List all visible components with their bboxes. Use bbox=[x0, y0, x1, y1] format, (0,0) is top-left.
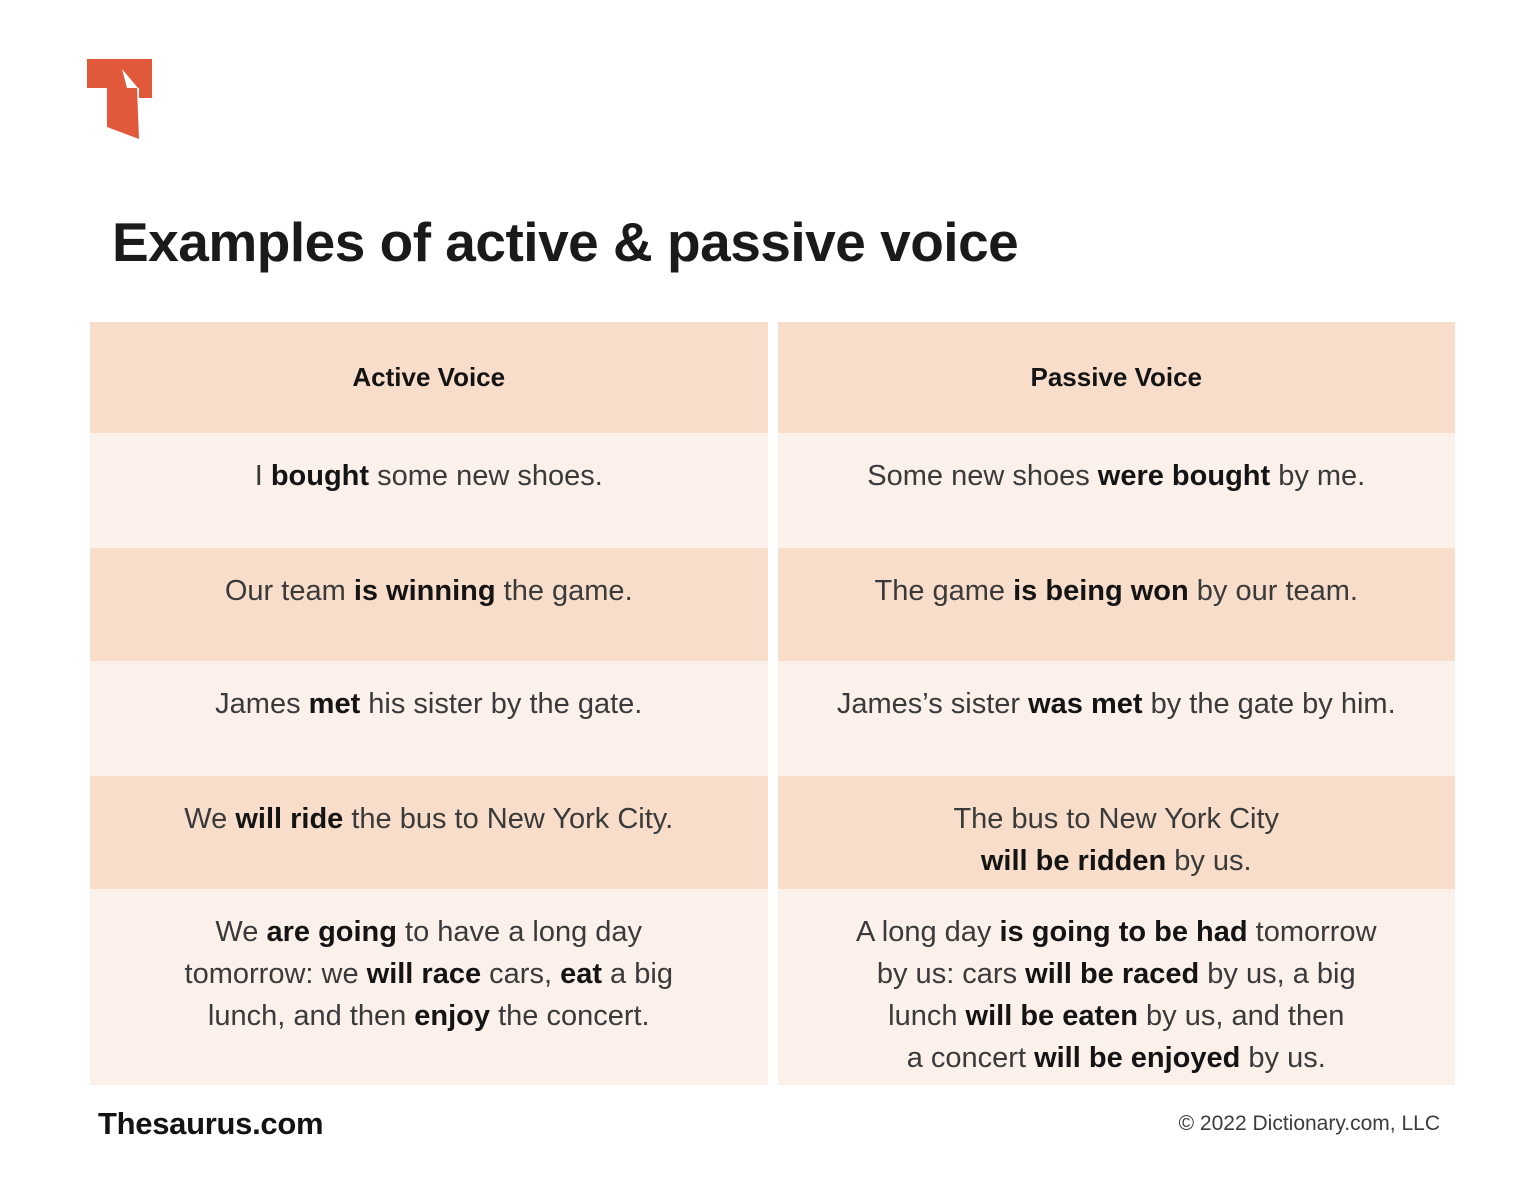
copyright-text: © 2022 Dictionary.com, LLC bbox=[1178, 1112, 1440, 1135]
passive-cell: James’s sister was met by the gate by him. bbox=[778, 661, 1456, 776]
passive-cell: Some new shoes were bought by me. bbox=[778, 433, 1456, 548]
passive-cell: The game is being won by our team. bbox=[778, 548, 1456, 661]
column-header-active: Active Voice bbox=[90, 322, 768, 433]
column-gap bbox=[768, 548, 778, 661]
brand-footer: Thesaurus.com bbox=[98, 1106, 324, 1141]
table-row bbox=[90, 433, 1455, 548]
table-row bbox=[90, 776, 1455, 889]
thesaurus-t-logo-icon bbox=[86, 57, 152, 141]
table-row bbox=[90, 548, 1455, 661]
passive-cell: A long day is going to be had tomorrow by us: cars will be raced by us, a big lunch will be eaten by us, and then a concert will be enjoyed by us. bbox=[778, 889, 1456, 1085]
table-row bbox=[90, 661, 1455, 776]
active-cell: We will ride the bus to New York City. bbox=[90, 776, 768, 889]
active-cell: Our team is winning the game. bbox=[90, 548, 768, 661]
column-gap bbox=[768, 661, 778, 776]
table-row bbox=[90, 889, 1455, 1085]
voice-examples-table bbox=[90, 322, 1455, 1085]
column-gap bbox=[768, 776, 778, 889]
column-gap bbox=[768, 322, 778, 433]
column-gap bbox=[768, 889, 778, 1085]
table-header-row bbox=[90, 322, 1455, 433]
table-body bbox=[90, 433, 1455, 1085]
active-cell: James met his sister by the gate. bbox=[90, 661, 768, 776]
active-cell: We are going to have a long day tomorrow: we will race cars, eat a big lunch, and then enjoy the concert. bbox=[90, 889, 768, 1085]
page-title: Examples of active & passive voice bbox=[112, 211, 1019, 273]
column-gap bbox=[768, 433, 778, 548]
passive-cell: The bus to New York City will be ridden by us. bbox=[778, 776, 1456, 889]
column-header-passive: Passive Voice bbox=[778, 322, 1456, 433]
active-cell: I bought some new shoes. bbox=[90, 433, 768, 548]
